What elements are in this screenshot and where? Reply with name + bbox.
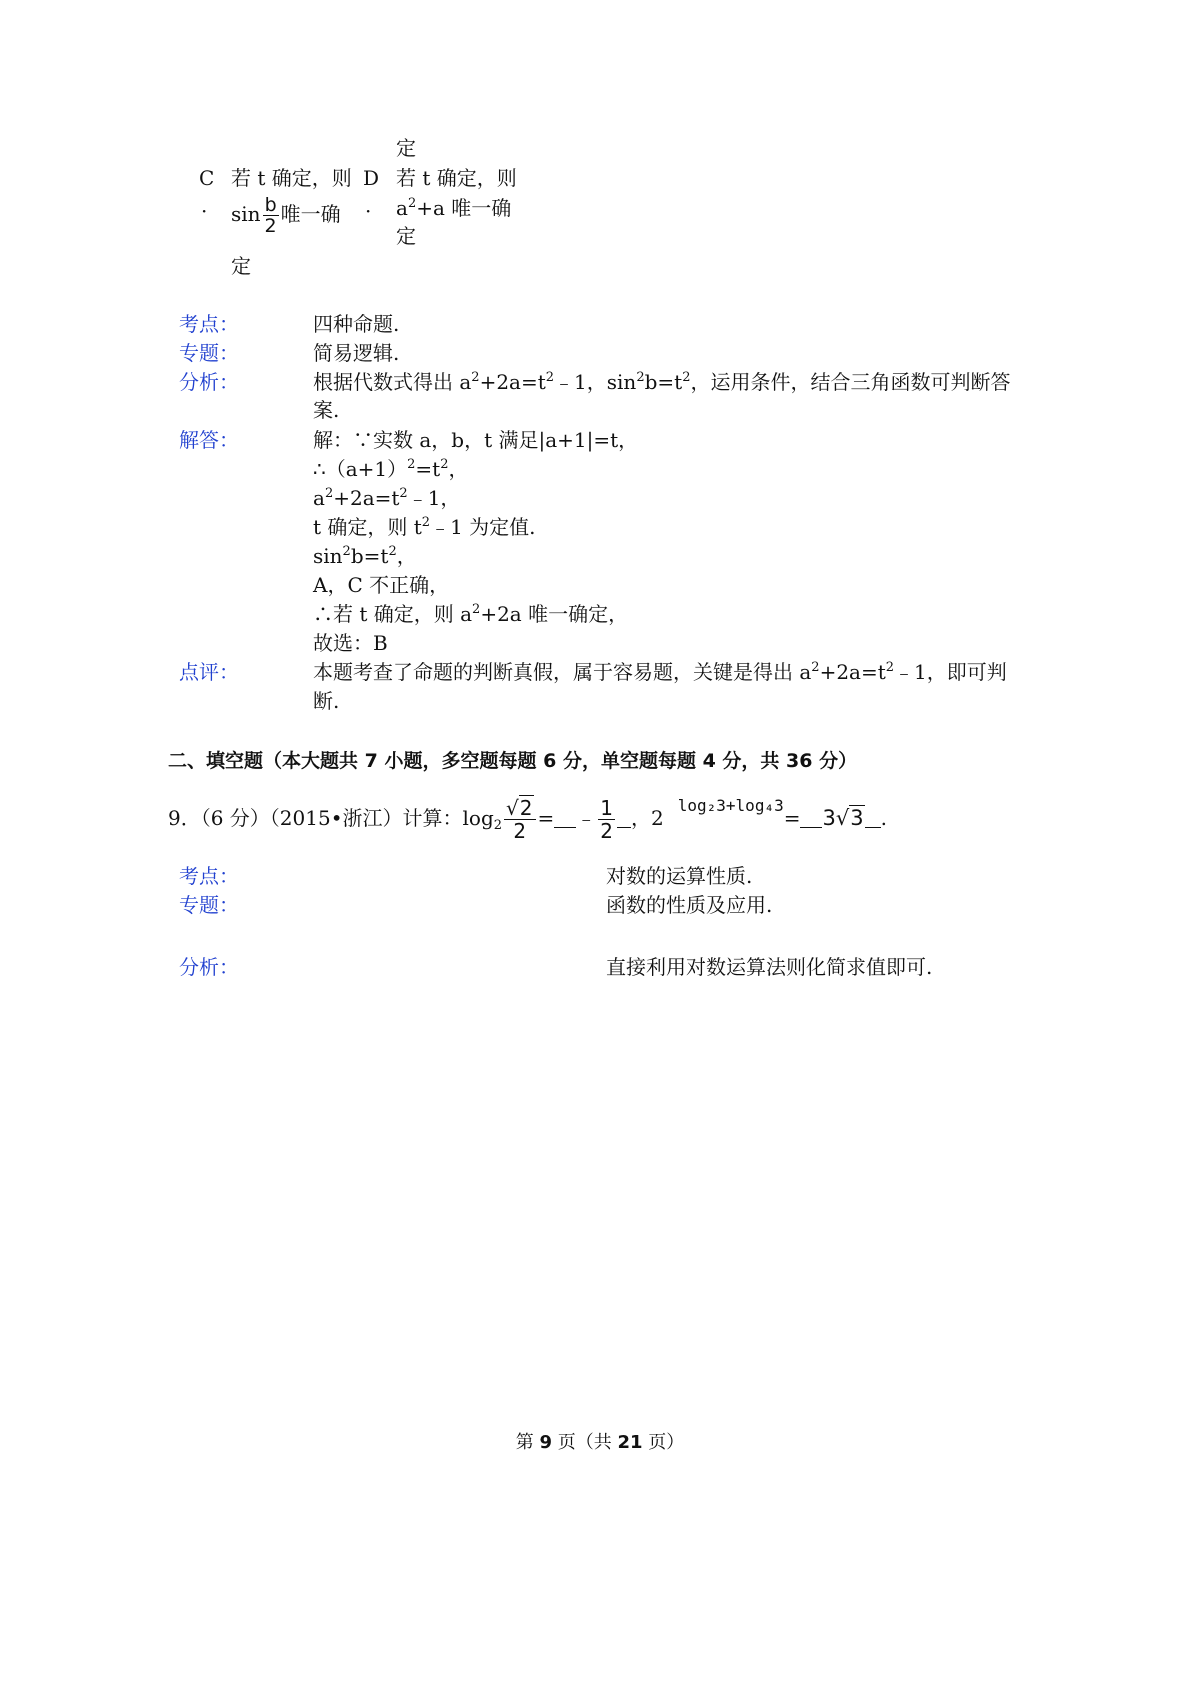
fenxi-line2: 案. [313,398,340,422]
text: +2a 唯一确定， [480,602,629,626]
jieda-line8: 故选：B [313,631,388,655]
q9-kaodian-text: 对数的运算性质. [606,864,753,888]
page-footer [0,1430,1200,1456]
text: 2 [519,796,533,820]
q9-zhuanti-label: 专题： [179,893,239,917]
jieda-line4 [313,513,536,541]
superscript: 2 [407,196,417,211]
text: 分） [812,750,858,772]
q9-comma: ，2 [631,806,664,830]
q9-log-base: 2 [493,818,503,833]
text: 小题，多空题每题 [377,750,544,772]
dianping-line1 [313,658,1007,686]
jieda-line5 [313,542,417,570]
q9-frac-num: √2 [506,796,533,820]
superscript: 2 [421,515,431,530]
text: 分，共 [715,750,787,772]
option-d-line1: 若 t 确定，则 [396,166,517,190]
kaodian-text: 四种命题. [313,312,400,336]
superscript: 2 [399,486,408,501]
text: ， [396,544,417,568]
text: 1 [600,796,614,820]
text: 本题考查了命题的判断真假，属于容易题，关键是得出 a [313,660,812,684]
text: 6 [543,750,557,772]
text: sin [313,544,343,568]
option-c-line2 [231,195,341,236]
option-c-dot: · [201,199,208,223]
superscript: 2 [682,370,691,385]
text: 根据代数式得出 a [313,370,472,394]
superscript: 2 [472,602,481,617]
option-d-prev-tail: 定 [396,136,416,160]
text: 分，单空题每题 [556,750,703,772]
option-c-line3: 定 [231,254,251,278]
text: +a 唯一确 [416,196,512,220]
text: =t [415,457,441,481]
kaodian-label: 考点： [179,312,239,336]
text: 第 [515,1432,540,1453]
superscript: 2 [471,370,480,385]
text: 7 [364,750,378,772]
q9-fenxi-label: 分析： [179,955,239,979]
text: 4 [702,750,716,772]
text: ﹣1， [407,486,461,510]
q9-blank2 [800,809,822,828]
q9-eq1: = [537,806,555,830]
q9-answer2: 3√3 [822,806,864,830]
q9-blank1 [554,809,576,828]
option-c-frac-den: 2 [264,215,277,237]
superscript: 2 [324,486,334,501]
q9-prefix: 9．（6 分）（2015•浙江）计算：log [168,806,494,830]
text: 36 [786,750,813,772]
superscript: 2 [545,370,555,385]
zhuanti-label: 专题： [179,341,239,365]
superscript: 2 [885,660,895,675]
jieda-label: 解答： [179,428,239,452]
text: 页） [642,1432,685,1453]
superscript: 2 [811,660,820,675]
option-d-letter: D [363,166,380,190]
superscript: 2 [440,457,449,472]
option-c-frac-num: b [264,194,277,216]
text: ∴若 t 确定，则 a [313,602,473,626]
text: 21 [617,1432,643,1453]
question-9 [168,784,887,843]
option-c-line1: 若 t 确定，则 [231,166,352,190]
superscript: 2 [636,370,645,385]
jieda-line7 [313,600,628,628]
jieda-line6: A，C 不正确， [313,573,450,597]
q9-answer1 [576,796,617,843]
superscript: 2 [388,544,397,559]
q9-end: . [880,806,887,830]
text: ， [448,457,469,481]
section-heading [168,746,857,773]
text: 3 [850,806,864,830]
text: 页（共 [552,1432,618,1453]
q9-eq2: = [783,806,801,830]
option-c-sin: sin [231,202,261,226]
text: +2a=t [819,660,886,684]
option-c-letter: C [199,166,215,190]
q9-fenxi-text: 直接利用对数运算法则化简求值即可. [606,955,933,979]
fenxi-label: 分析： [179,370,239,394]
option-c-line2-rest: 唯一确 [280,202,341,226]
text: ﹣1，即可判 [894,660,1007,684]
text: +2a=t [479,370,546,394]
q9-frac-den: 2 [504,819,535,842]
q9-kaodian-label: 考点： [179,864,239,888]
option-c-fraction [263,195,279,236]
option-d-line2 [396,194,511,222]
text: t 确定，则 t [313,515,422,539]
text: b=t [644,370,683,394]
jieda-line1: 解：∵实数 a，b，t 满足|a+1|=t， [313,428,639,452]
text: 2 [600,819,614,843]
q9-exponent: log₂3+log₄3 [677,796,784,815]
option-d-dot: · [365,199,372,223]
text: ，运用条件，结合三角函数可判断答 [690,370,1011,394]
q9-fraction [504,797,535,842]
superscript: 2 [407,457,416,472]
text: 3 [822,806,836,830]
q9-zhuanti-text: 函数的性质及应用. [606,893,773,917]
q9-blank1-end [617,809,631,828]
text: ﹣1，sin [554,370,637,394]
text: a [313,486,325,510]
text: 9 [539,1432,552,1453]
superscript: 2 [342,544,351,559]
jieda-line2 [313,455,469,483]
dianping-label: 点评： [179,660,239,684]
text: ﹣ [576,806,597,830]
jieda-line3 [313,484,460,512]
q9-blank2-end [865,809,881,828]
text: +2a=t [333,486,400,510]
dianping-line2: 断. [313,689,340,713]
fenxi-line1 [313,368,1010,396]
option-d-line3: 定 [396,224,416,248]
text: a [396,196,408,220]
q9-answer1-fraction [598,797,615,842]
text: ∴（a+1） [313,457,408,481]
zhuanti-text: 简易逻辑. [313,341,400,365]
text: 二、填空题（本大题共 [168,750,365,772]
text: b=t [350,544,389,568]
text: ﹣1 为定值. [430,515,536,539]
